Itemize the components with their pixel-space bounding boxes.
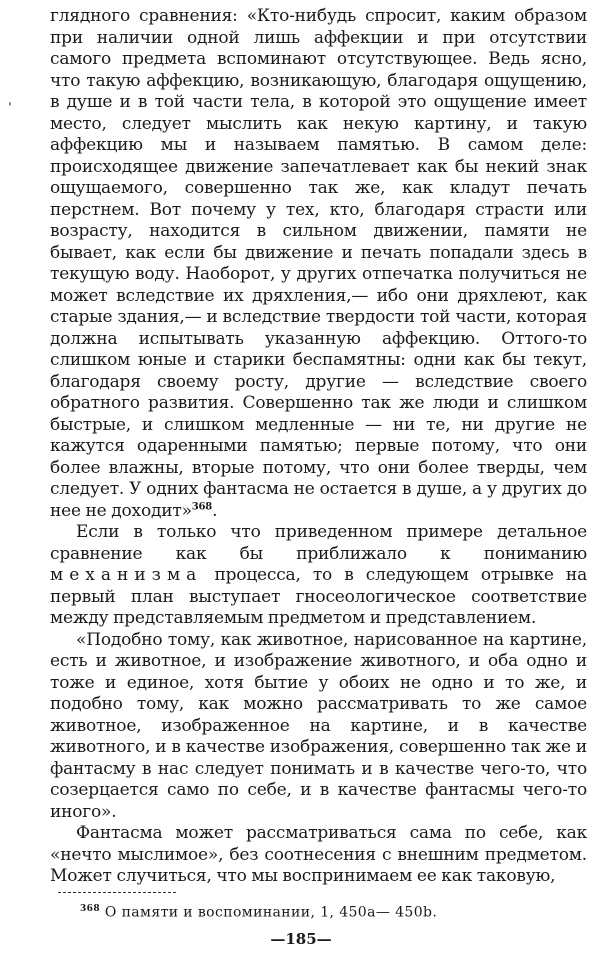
- paragraph-2-text-a: Если в только что приведенном примере детальное сравнение как бы приближало к пониманию: [50, 522, 587, 564]
- page-number: —185—: [270, 930, 332, 948]
- paragraph-2: [50, 522, 587, 630]
- paragraph-2-text-b: процесса, то в следующем отрывке на первый план выступает гносеологическое соответствие между представляемым предметом и представлением.: [50, 565, 587, 628]
- footnote-divider: [58, 892, 176, 893]
- page-body: [50, 6, 587, 888]
- footnote-marker: 368: [80, 904, 100, 914]
- margin-mark: ˌ: [8, 92, 12, 108]
- paragraph-1: глядного сравнения: «Кто-нибудь спросит, каким образом при наличии одной лишь аффекции и при отсутствии самого предмета вспоминают отсутствующее. Ведь ясно, что такую аффекцию, возникающую, благодаря ощущению, в душе и в той части тела, в которой это ощущение имеет место, следует мыслить как некую картину, и такую аффекцию мы и называем памятью. В самом деле: происходящее движение запечатлевает как бы некий знак ощущаемого, совершенно так же, как кладут печать перстнем. Вот почему у тех, кто, благодаря страсти или возрасту, находится в сильном движении, памяти не бывает, как если бы движение и печать попадали здесь в текущую воду. Наоборот, у других отпечатка получиться не может вследствие их дряхления,— ибо они дряхлеют, как старые здания,— и вследствие твердости той части, которая должна испытывать указанную аффекцию. Оттого-то слишком юные и старики беспамятны: одни как бы текут, благодаря своему росту, другие — вследствие своего обратного развития. Совершенно так же люди и слишком быстрые, и слишком медленные — ни те, ни другие не кажутся одаренными памятью; первые потому, что они более влажны, вторые потому, что они более тверды, чем следует. У одних фантасма не остается в душе, а у других до нее не доходит»$^{368}$.: [50, 6, 587, 521]
- paragraph-1-text: глядного сравнения: «Кто-нибудь спросит, каким образом при наличии одной лишь аффекции и при отсутствии самого предмета вспоминают отсутствующее. Ведь ясно, что такую аффекцию, возникающую, благодаря ощущению, в душе и в той части тела, в которой это ощущение имеет место, следует мыслить как некую картину, и такую аффекцию мы и называем памятью. В самом деле: происходящее движение запечатлевает как бы некий знак ощущаемого, совершенно так же, как кладут печать перстнем. Вот почему у тех, кто, благодаря страсти или возрасту, находится в сильном движении, памяти не бывает, как если бы движение и печать попадали здесь в текущую воду. Наоборот, у других отпечатка получиться не может вследствие их дряхления,— ибо они дряхлеют, как старые здания,— и вследствие твердости той части, которая должна испытывать указанную аффекцию. Оттого-то слишком юные и старики беспамятны: одни как бы текут, благодаря своему росту, другие — вследствие своего обратного развития. Совершенно так же люди и слишком быстрые, и слишком медленные — ни те, ни другие не кажутся одаренными памятью; первые потому, что они более влажны, вторые потому, что они более тверды, чем следует. У одних фантасма не остается в душе, а у других до нее не доходит»: [50, 6, 587, 521]
- footnote-text: О памяти и воспоминании, 1, 450а— 450b.: [100, 904, 438, 921]
- footnote-ref[interactable]: 368: [191, 500, 213, 512]
- paragraph-3: «Подобно тому, как животное, нарисованное на картине, есть и животное, и изображение животного, и оба одно и тоже и единое, хотя бытие у обоих не одно и то же, и подобно тому, как можно рассматривать то же самое животное, изображенное на картине, и в качестве животного, и в качестве изображения, совершенно так же и фантасму в нас следует понимать и в качестве чего-то, что созерцается само по себе, и в качестве фантасмы чего-то иного».: [50, 629, 587, 822]
- footnote: [80, 900, 437, 922]
- paragraph-4: Фантасма может рассматриваться сама по себе, как «нечто мыслимое», без соотнесения с внешним предметом. Может случиться, что мы воспринимаем ее как таковую,: [50, 823, 587, 886]
- paragraph-2-emphasis: механизма: [50, 565, 203, 585]
